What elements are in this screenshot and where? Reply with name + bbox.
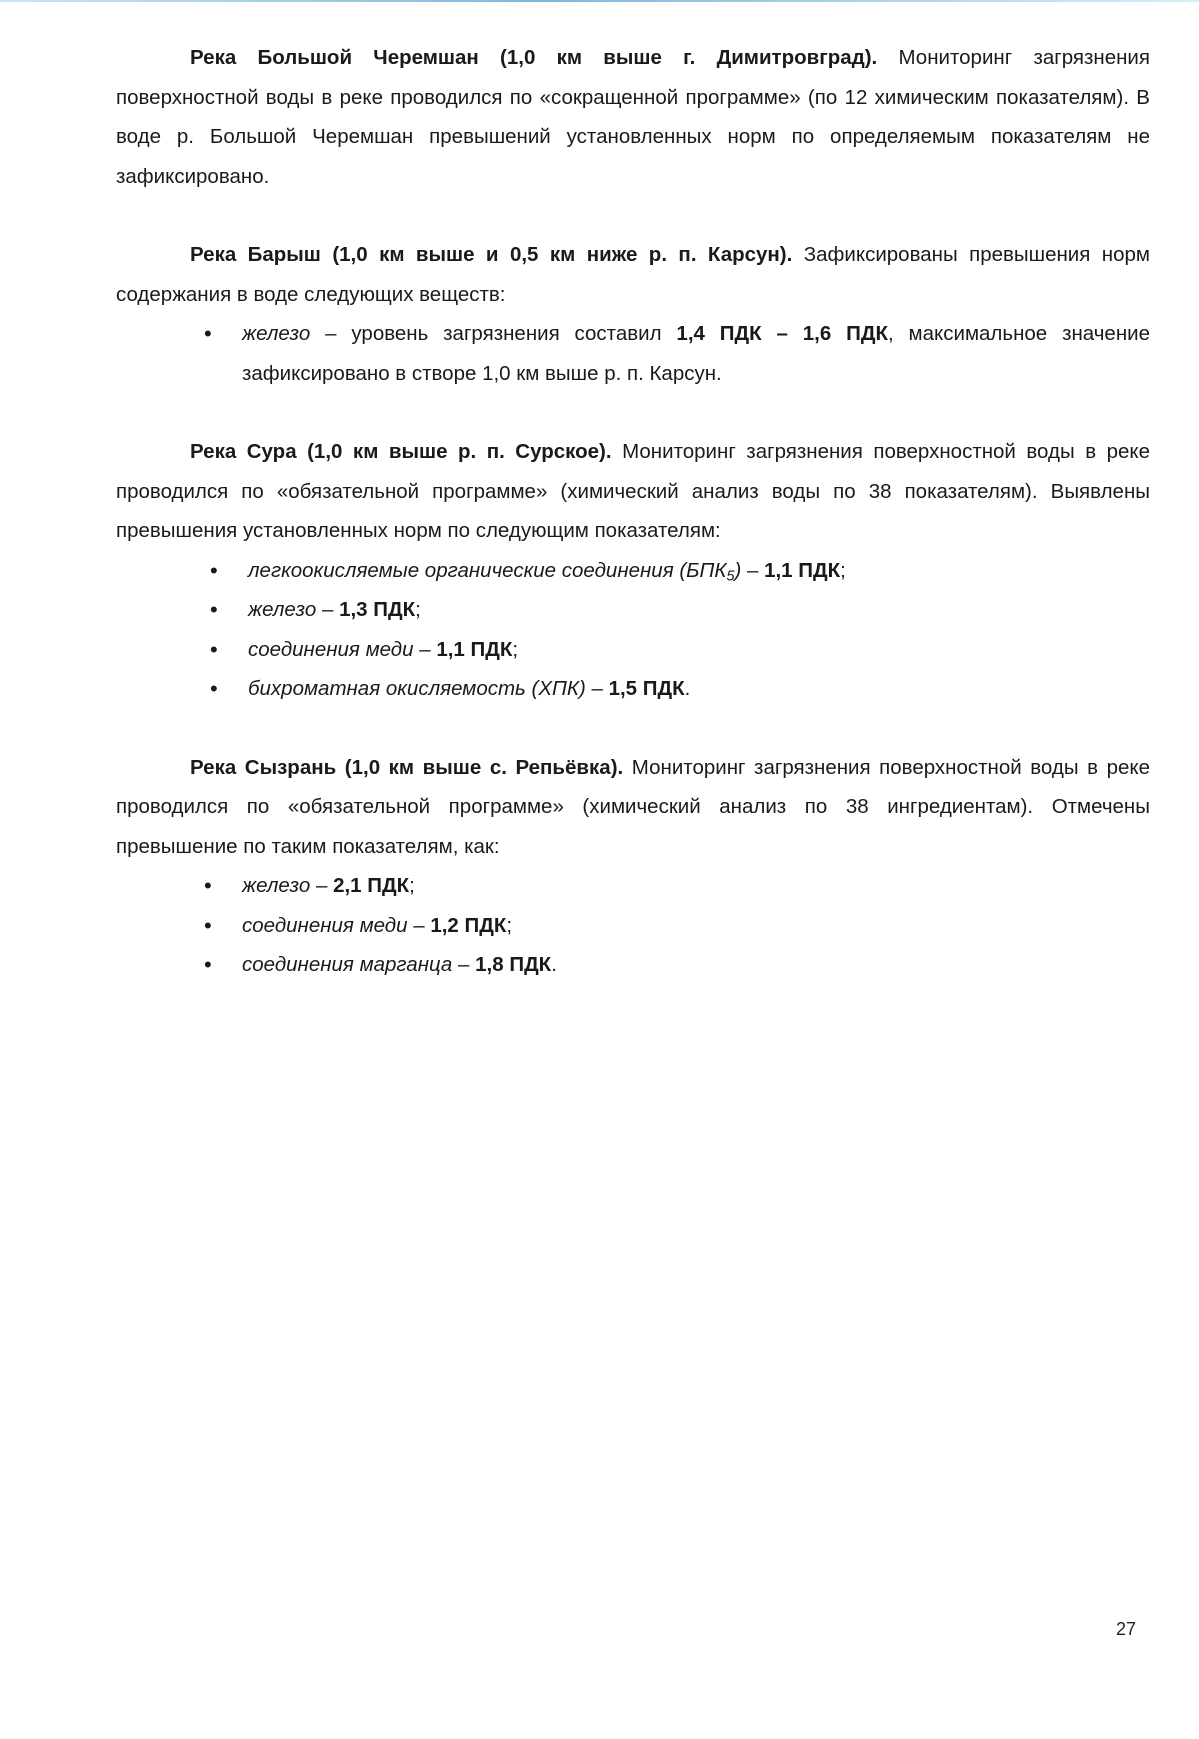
- list-item: [116, 866, 1150, 906]
- section-heading: Река Большой Черемшан (1,0 км выше г. Димитровград).: [190, 46, 878, 69]
- section-text: Зафиксированы превышения норм содержания в воде следующих веществ:: [116, 243, 1150, 306]
- pdk-value: 2,1 ПДК: [333, 874, 410, 897]
- section-text: Мониторинг загрязнения поверхностной воды в реке проводился по «сокращенной программе» (по 12 химическим показателям). В воде р. Большой Черемшан превышений установленных норм по определяемым показателям не зафиксировано.: [116, 46, 1150, 188]
- pdk-value: 1,3 ПДК: [339, 598, 416, 621]
- list-item: [116, 590, 1150, 630]
- section-paragraph: [116, 748, 1150, 867]
- item-tail: ;: [506, 913, 513, 937]
- item-tail: .: [551, 953, 557, 976]
- section-barysh: [116, 235, 1150, 393]
- section-heading: Река Барыш (1,0 км выше и 0,5 км ниже р. п. Карсун).: [190, 243, 793, 266]
- section-paragraph: [116, 432, 1150, 551]
- item-tail: ;: [409, 874, 415, 897]
- substance-text: легкоокисляемые органические соединения (БПК: [248, 558, 727, 582]
- separator: –: [407, 913, 431, 937]
- pdk-value: 1,1 ПДК: [436, 637, 513, 661]
- substance-name: бихроматная окисляемость (ХПК): [248, 677, 586, 700]
- section-heading: Река Сура (1,0 км выше р. п. Сурское).: [190, 440, 612, 463]
- separator: –: [741, 558, 765, 582]
- document-body: [116, 38, 1150, 985]
- section-text: Мониторинг загрязнения поверхностной воды в реке проводился по «обязательной программе» (химический анализ по 38 ингредиентам). Отмечены превышение по таким показателям, как:: [116, 755, 1150, 858]
- substance-name: соединения меди: [248, 637, 414, 661]
- separator: – уровень загрязнения составил: [310, 322, 677, 345]
- pdk-value: 1,1 ПДК: [764, 558, 841, 582]
- substance-name: соединения меди: [242, 913, 408, 937]
- substance-subscript: 5: [726, 568, 735, 585]
- pollutant-list: [116, 866, 1150, 985]
- pollutant-list: [116, 551, 1150, 709]
- page-number: 27: [1116, 1619, 1137, 1639]
- pdk-value: 1,8 ПДК: [475, 953, 552, 976]
- separator: –: [310, 874, 334, 897]
- scan-edge-line: [0, 0, 1199, 2]
- list-item: [116, 630, 1150, 670]
- substance-name: железо: [242, 874, 311, 897]
- list-item: [116, 551, 1150, 591]
- pdk-value: 1,5 ПДК: [608, 677, 685, 700]
- separator: –: [413, 637, 437, 661]
- separator: –: [452, 953, 476, 976]
- substance-name: соединения марганца: [242, 953, 453, 976]
- separator: –: [585, 677, 609, 700]
- substance-name: [248, 558, 742, 585]
- section-heading: Река Сызрань (1,0 км выше с. Репьёвка).: [190, 755, 624, 779]
- item-tail: ;: [840, 558, 846, 582]
- list-item: [116, 906, 1150, 946]
- list-item: [116, 945, 1150, 985]
- item-tail: ;: [415, 598, 421, 621]
- separator: –: [316, 598, 340, 621]
- list-item: [116, 669, 1150, 709]
- section-text: Мониторинг загрязнения поверхностной воды в реке проводился по «обязательной программе» (химический анализ воды по 38 показателям). Выявлены превышения установленных норм по следующим показателям:: [116, 440, 1151, 542]
- pollutant-list: [116, 314, 1150, 393]
- pdk-value: 1,4 ПДК – 1,6 ПДК: [676, 322, 888, 345]
- pdk-value: 1,2 ПДК: [430, 913, 507, 937]
- list-item: [116, 314, 1150, 393]
- item-tail: , максимальное значение зафиксировано в створе 1,0 км выше р. п. Карсун.: [242, 322, 1150, 385]
- substance-text-end: ): [734, 558, 742, 582]
- section-bolshoy-cheremshan: [116, 38, 1150, 196]
- substance-name: железо: [248, 598, 317, 621]
- section-paragraph: [116, 38, 1150, 196]
- item-tail: ;: [512, 637, 519, 661]
- item-tail: .: [684, 677, 691, 700]
- section-sura: [116, 432, 1150, 709]
- section-paragraph: [116, 235, 1150, 314]
- substance-name: железо: [242, 322, 311, 345]
- section-syzran: [116, 748, 1150, 985]
